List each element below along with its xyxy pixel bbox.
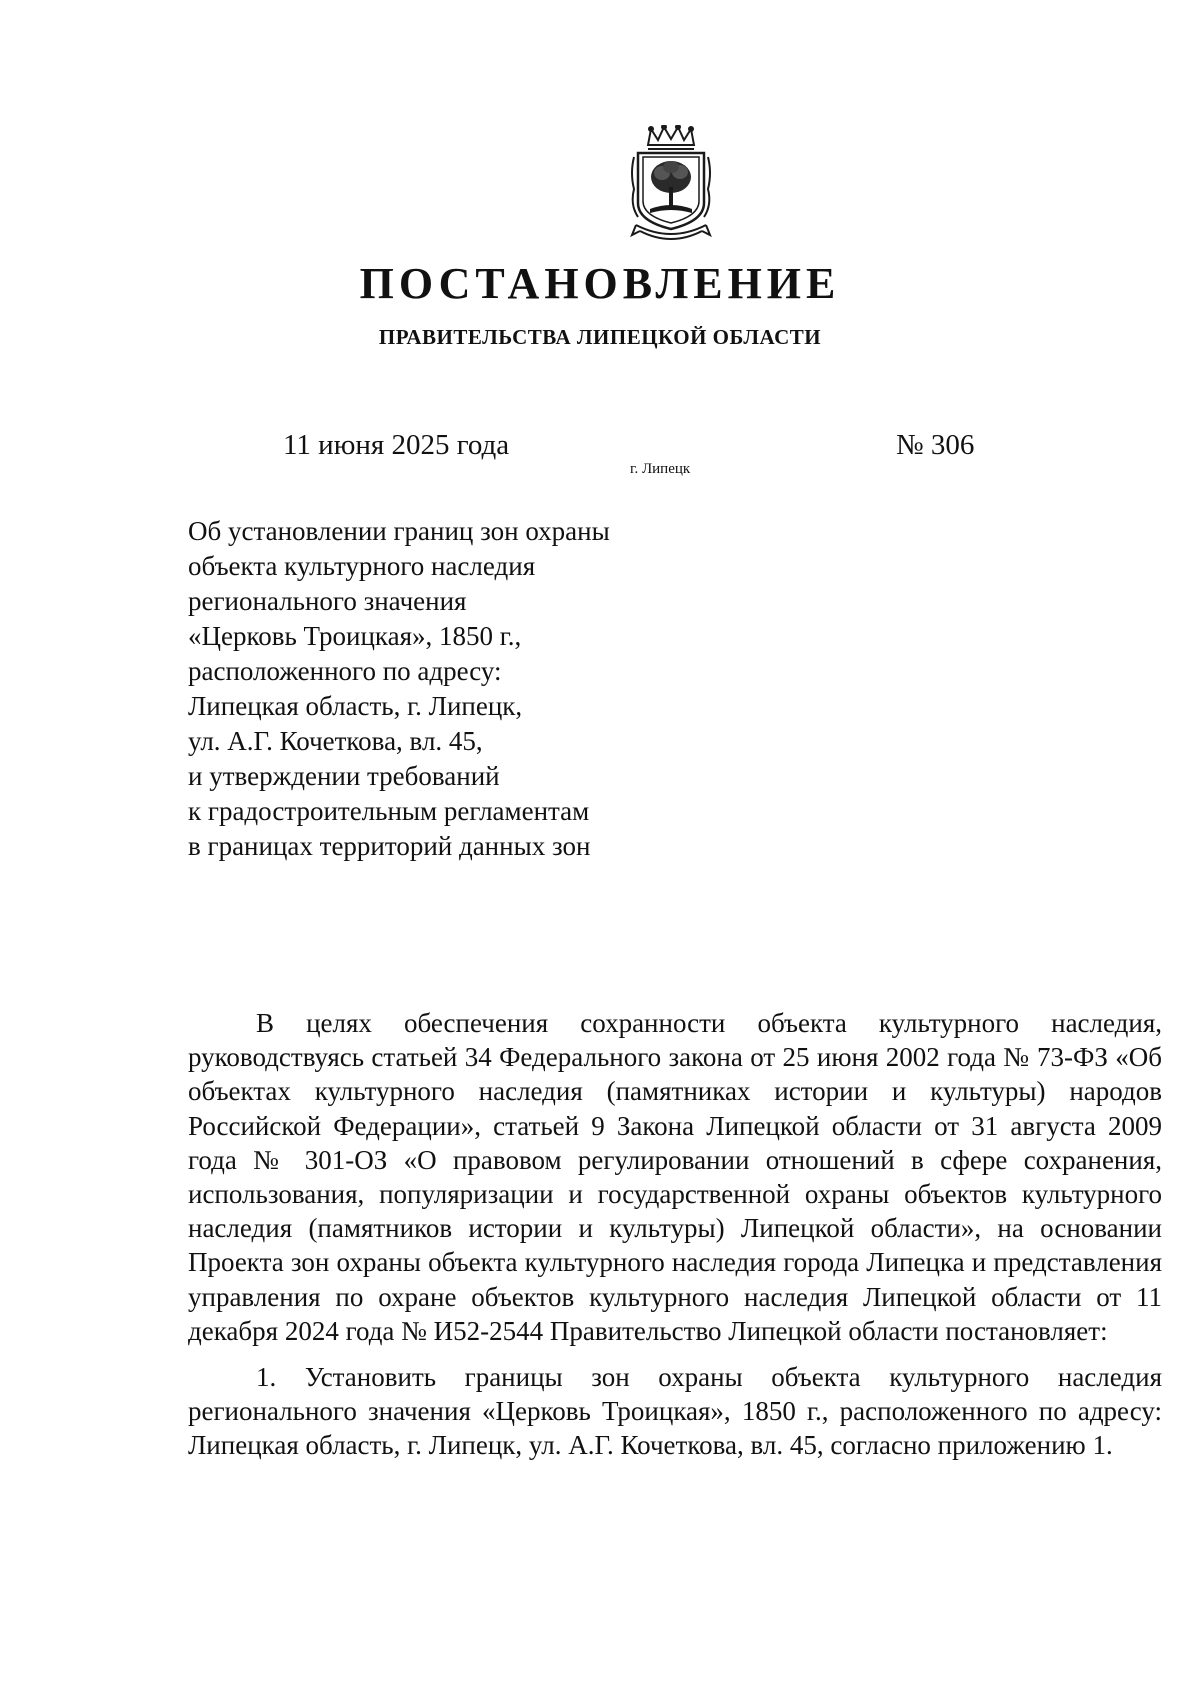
subject-line: и утверждении требований	[188, 761, 500, 791]
document-place: г. Липецк	[630, 461, 691, 477]
subject-line: к градостроительным регламентам	[188, 796, 590, 826]
subject-line: «Церковь Троицкая», 1850 г.,	[188, 621, 522, 651]
clause-1-paragraph: 1. Установить границы зон охраны объекта культурного наследия регионального значения «Церковь Троицкая», 1850 г., расположенного по адресу: Липецкая область, г. Липецк, ул. А.Г. Кочеткова, вл. 45, согласно приложению 1.	[188, 1362, 1162, 1461]
subject-line: ул. А.Г. Кочеткова, вл. 45,	[188, 726, 483, 756]
document-date: 11 июня 2025 года	[283, 429, 510, 461]
issuing-authority: ПРАВИТЕЛЬСТВА ЛИПЕЦКОЙ ОБЛАСТИ	[378, 325, 822, 349]
subject-line: Об установлении границ зон охраны	[188, 516, 610, 546]
subject-line: объекта культурного наследия	[188, 551, 536, 581]
subject-line: в границах территорий данных зон	[188, 831, 591, 861]
subject-line: расположенного по адресу:	[188, 656, 502, 686]
document-title: ПОСТАНОВЛЕНИЕ	[359, 259, 841, 308]
coat-of-arms-emblem	[628, 125, 714, 243]
document-body	[188, 1006, 1162, 1463]
subject-line: регионального значения	[188, 586, 467, 616]
subject-line: Липецкая область, г. Липецк,	[188, 691, 523, 721]
document-number: № 306	[896, 429, 975, 461]
preamble-paragraph: В целях обеспечения сохранности объекта культурного наследия, руководствуясь статьей 34 Федерального закона от 25 июня 2002 года № 73-ФЗ «Об объектах культурного наследия (памятниках истории и культуры) народов Российской Федерации», статьей 9 Закона Липецкой области от 31 августа 2009 года № 301-ОЗ «О правовом регулировании отношений в сфере сохранения, использования, популяризации и государственной охраны объектов культурного наследия (памятников истории и культуры) Липецкой области», на основании Проекта зон охраны объекта культурного наследия города Липецка и представления управления по охране объектов культурного наследия Липецкой области от 11 декабря 2024 года № И52-2544 Правительство Липецкой области постановляет:	[188, 1008, 1162, 1346]
document-subject	[188, 514, 708, 864]
